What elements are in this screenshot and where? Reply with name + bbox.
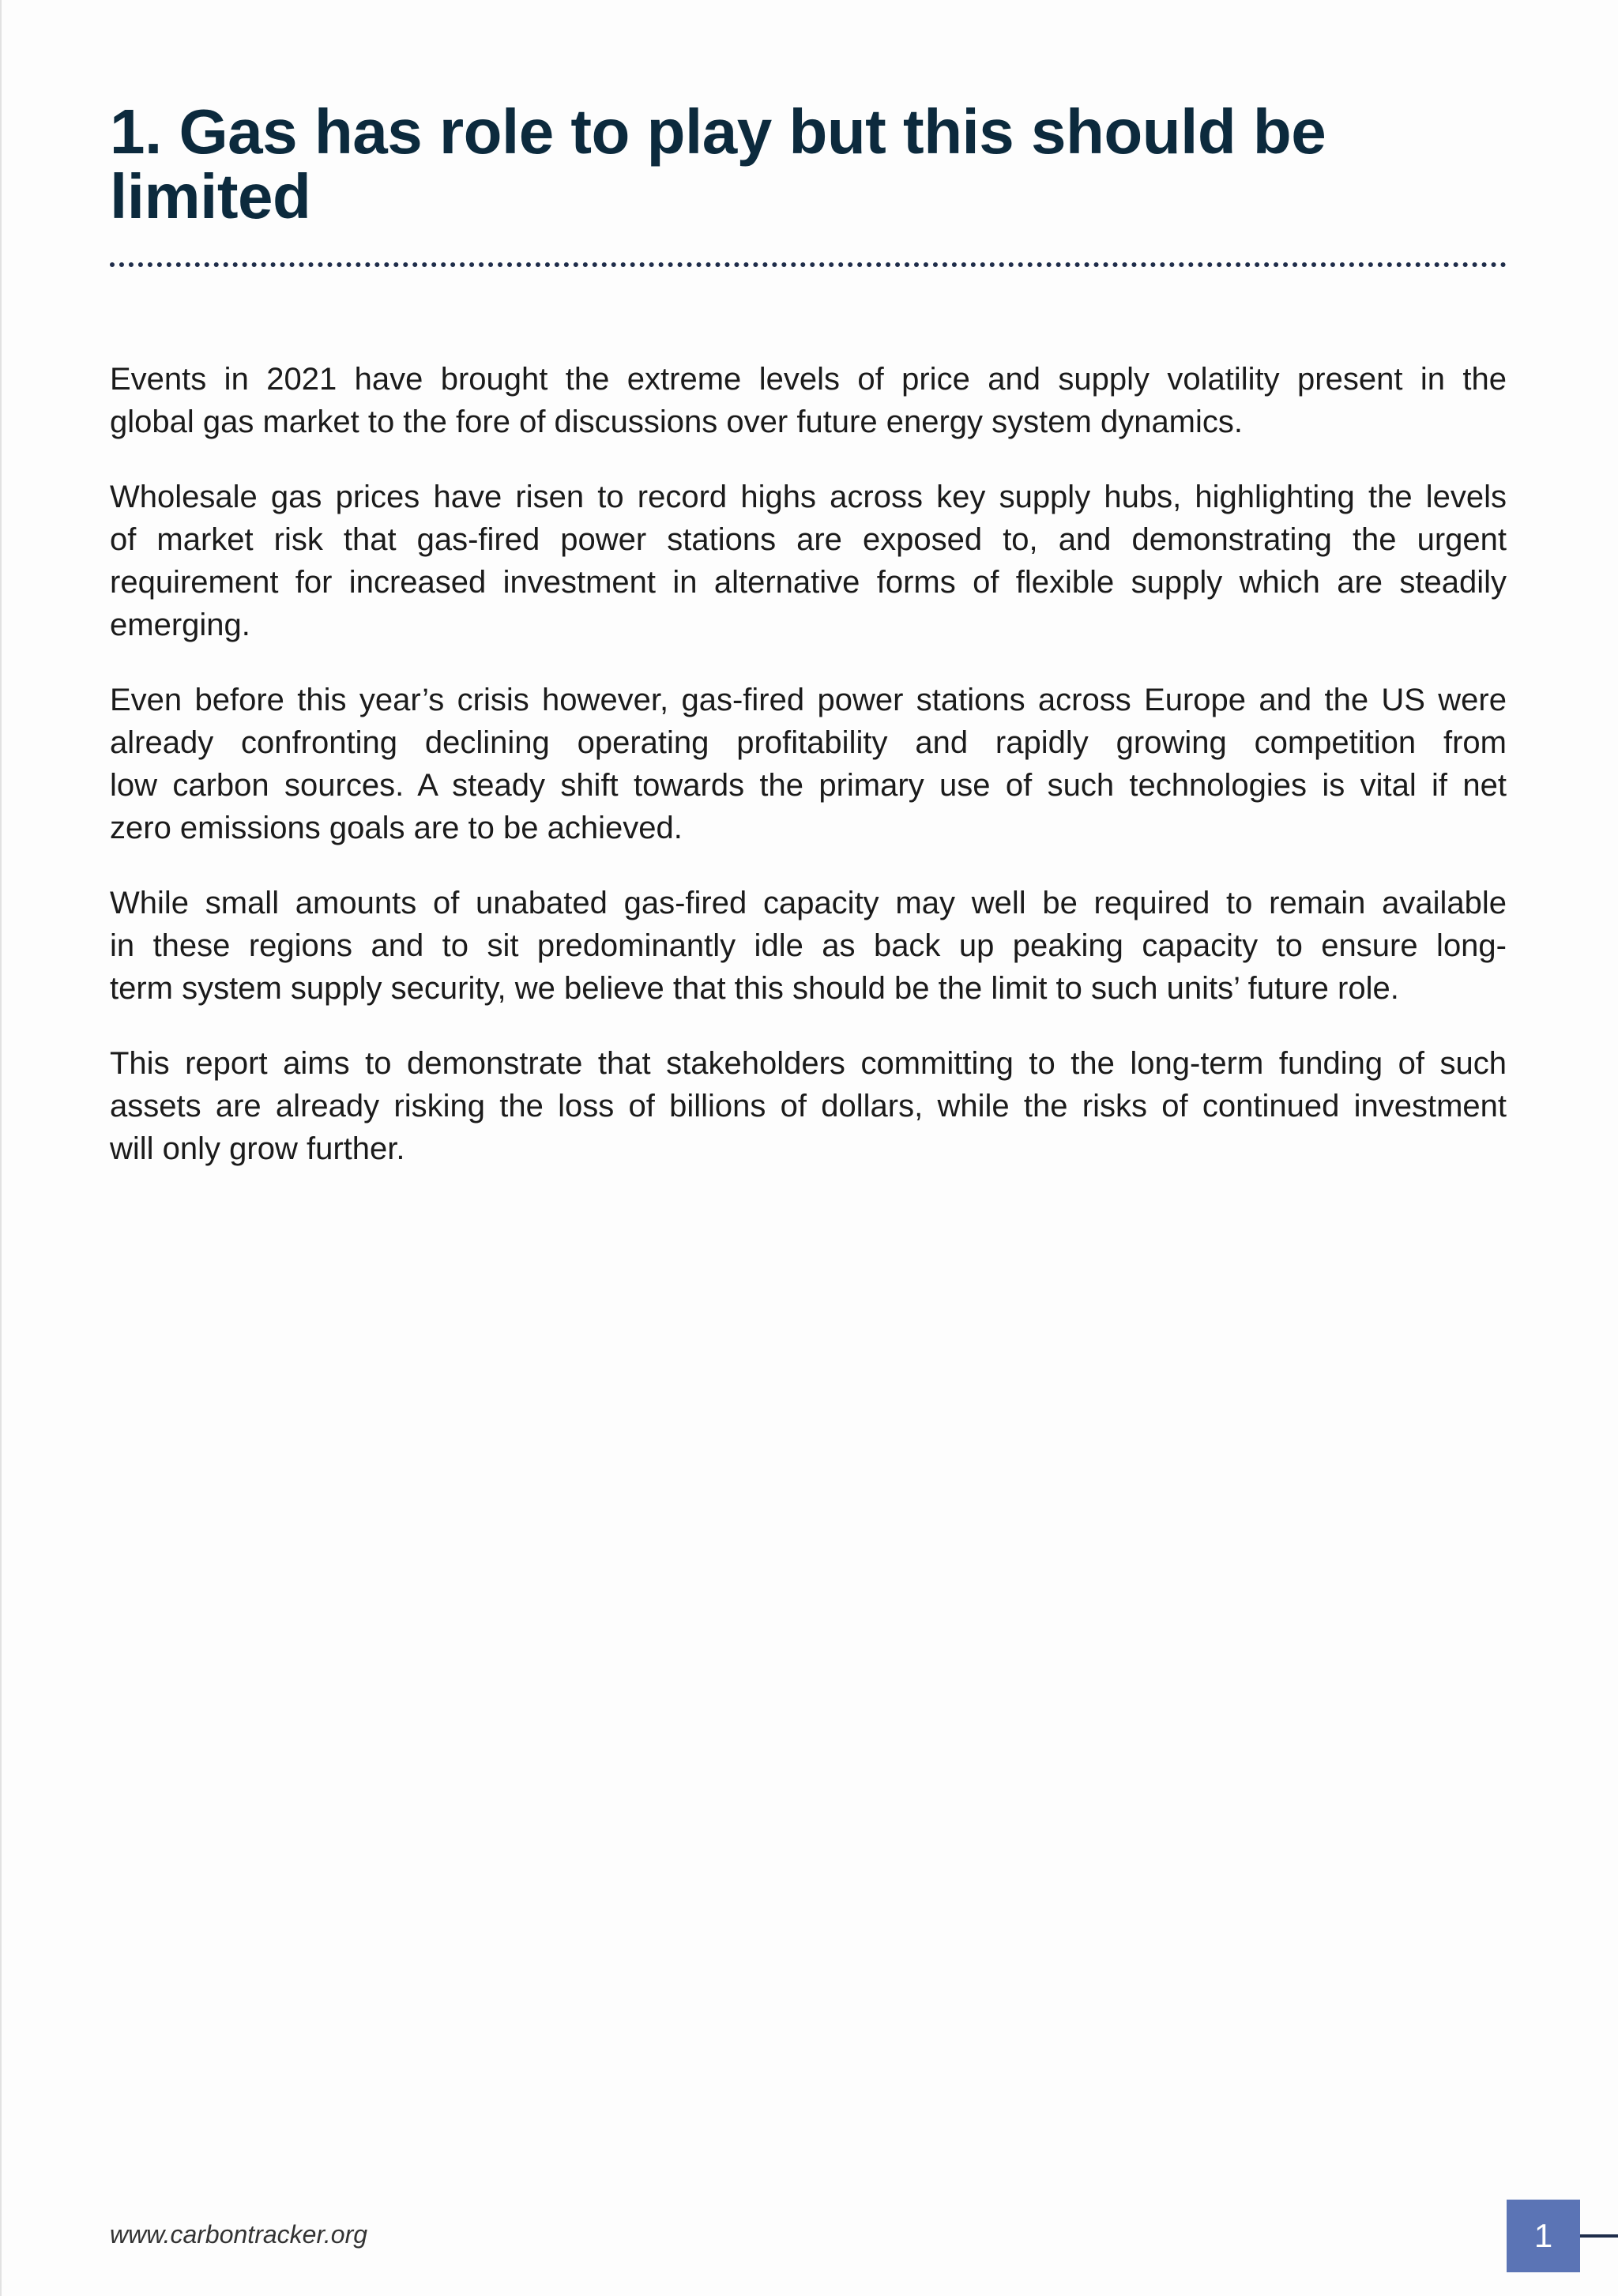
page-number-badge: [1507, 2200, 1580, 2272]
text-line: in these regions and to sit predominantly idle as back up peaking capacity to ensure long-: [110, 928, 1507, 963]
text-line: zero emissions goals are to be achieved.: [110, 811, 683, 845]
text-line: Events in 2021 have brought the extreme levels of price and supply volatility present in the: [110, 362, 1507, 397]
text-line: global gas market to the fore of discussions over future energy system dynamics.: [110, 405, 1244, 439]
text-line: will only grow further.: [110, 1131, 405, 1166]
paragraph: [110, 679, 1507, 849]
paragraph: [110, 358, 1507, 443]
paragraph: [110, 1042, 1507, 1170]
text-line: While small amounts of unabated gas-fired capacity may well be required to remain available: [110, 886, 1507, 920]
page-title-line: limited: [110, 161, 311, 231]
text-line: emerging.: [110, 608, 250, 642]
page-title-line: 1. Gas has role to play but this should be: [110, 96, 1326, 167]
dotted-divider: [110, 262, 1507, 267]
text-line: assets are already risking the loss of billions of dollars, while the risks of continued investment: [110, 1089, 1507, 1124]
page-number: 1: [1533, 2217, 1553, 2254]
paragraph: [110, 882, 1507, 1010]
text-line: of market risk that gas-fired power stations are exposed to, and demonstrating the urgent: [110, 522, 1507, 557]
text-line: Wholesale gas prices have risen to record highs across key supply hubs, highlighting the levels: [110, 480, 1507, 514]
page-number-rule: [1580, 2234, 1618, 2238]
text-line: This report aims to demonstrate that stakeholders committing to the long-term funding of such: [110, 1046, 1507, 1081]
text-line: low carbon sources. A steady shift towards the primary use of such technologies is vital if net: [110, 768, 1507, 803]
text-line: term system supply security, we believe that this should be the limit to such units’ future role.: [110, 971, 1399, 1006]
text-line: requirement for increased investment in alternative forms of flexible supply which are steadily: [110, 565, 1507, 600]
text-line: Even before this year’s crisis however, gas-fired power stations across Europe and the US were: [110, 683, 1507, 717]
paragraph: [110, 476, 1507, 646]
text-line: already confronting declining operating profitability and rapidly growing competition from: [110, 725, 1507, 760]
footer-website-link[interactable]: www.carbontracker.org: [110, 2220, 368, 2249]
page-title: [110, 96, 1507, 231]
page-edge: [0, 0, 2, 2296]
body-text: [110, 358, 1507, 1203]
